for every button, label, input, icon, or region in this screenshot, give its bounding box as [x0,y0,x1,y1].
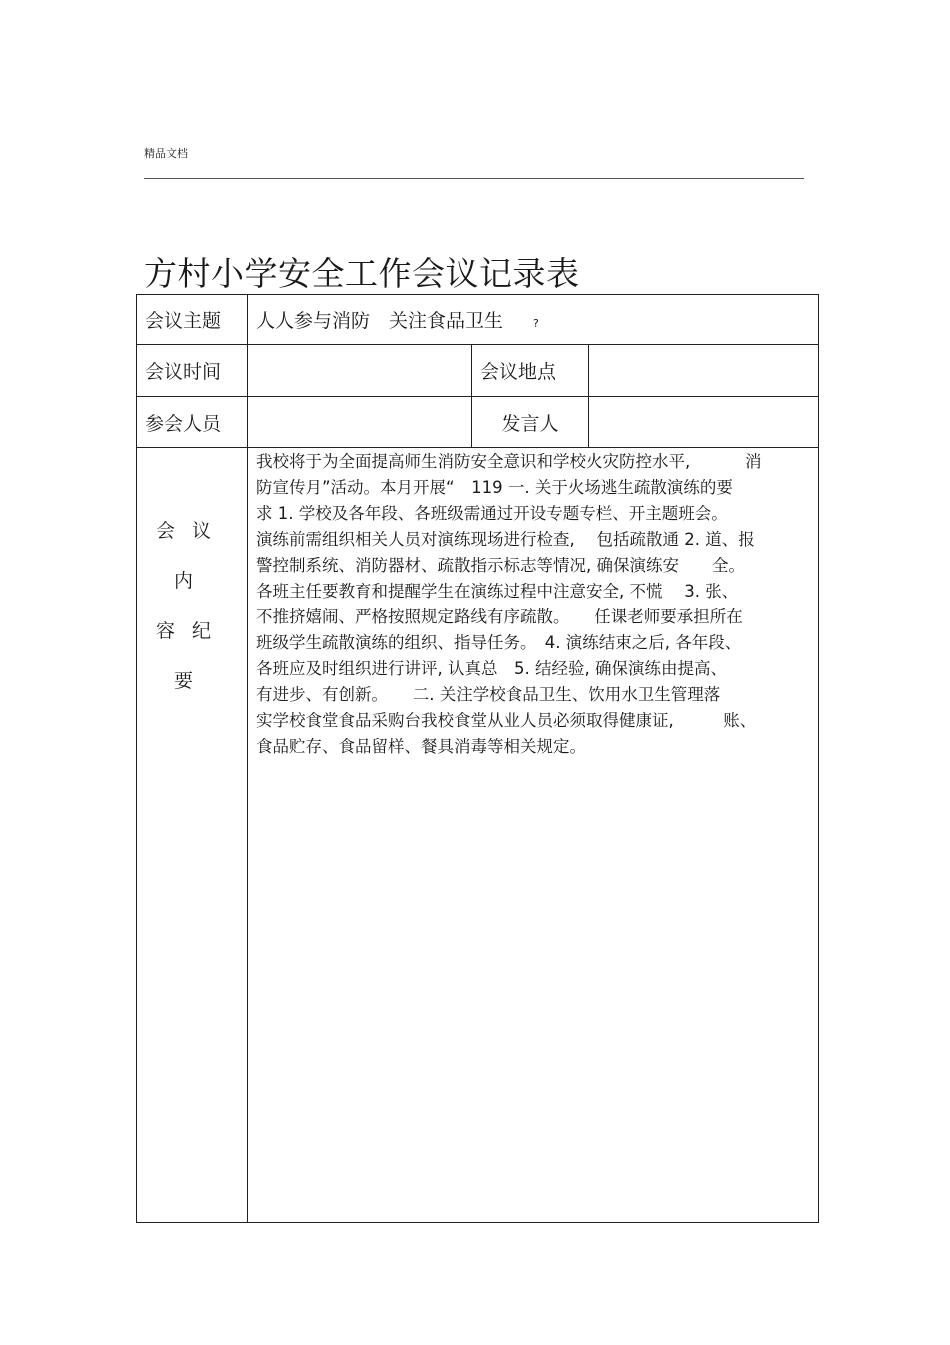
content-label-line2: 容纪要 [155,620,228,692]
topic-value: 人人参与消防 关注食品卫生 [256,310,504,332]
attendees-speaker-row [137,397,819,448]
time-label: 会议时间 [137,345,248,397]
header-label: 精品文档 [144,147,188,160]
attendees-value[interactable] [248,397,472,448]
topic-mark: ? [533,317,539,330]
header-divider [144,178,804,179]
speaker-value[interactable] [589,397,819,448]
content-line: 班级学生疏散演练的组织、指导任务。 4. 演练结束之后, 各年段、 [256,633,742,653]
page-title: 方村小学安全工作会议记录表 [144,254,580,293]
location-value[interactable] [589,345,819,397]
meeting-record-table [136,294,819,1223]
content-line: 求 1. 学校及各年段、各班级需通过开设专题专栏、开主题班会。 [256,503,728,523]
content-label [137,448,248,1223]
content-line: 警控制系统、消防器材、疏散指示标志等情况, 确保演练安 全。 [256,555,745,575]
attendees-label: 参会人员 [137,397,248,448]
content-label-line1: 会议内 [155,520,228,592]
content-line: 各班主任要教育和提醒学生在演练过程中注意安全, 不慌 3. 张、 [256,581,739,601]
content-line: 各班应及时组织进行讲评, 认真总 5. 结经验, 确保演练由提高、 [256,659,727,679]
topic-label: 会议主题 [137,295,248,345]
speaker-label: 发言人 [472,397,589,448]
content-line: 我校将于为全面提高师生消防安全意识和学校火灾防控水平, 消 [256,452,762,471]
content-row [137,448,819,1223]
location-label: 会议地点 [472,345,589,397]
content-line: 实学校食堂食品采购台我校食堂从业人员必须取得健康证, 账、 [256,711,757,731]
topic-row [137,295,819,345]
time-location-row [137,345,819,397]
content-line: 有进步、有创新。 二. 关注学校食品卫生、饮用水卫生管理落 [256,685,721,705]
content-line: 食品贮存、食品留样、餐具消毒等相关规定。 [256,736,586,756]
content-line: 防宣传月”活动。本月开展“ 119 一. 关于火场逃生疏散演练的要 [256,477,733,497]
content-line: 不推挤嬉闹、严格按照规定路线有序疏散。 任课老师要承担所在 [256,607,743,627]
topic-value-cell[interactable] [248,295,819,345]
content-line: 演练前需组织相关人员对演练现场进行检查, 包括疏散通 2. 道、报 [256,529,755,549]
time-value[interactable] [248,345,472,397]
content-body[interactable] [248,448,819,1223]
